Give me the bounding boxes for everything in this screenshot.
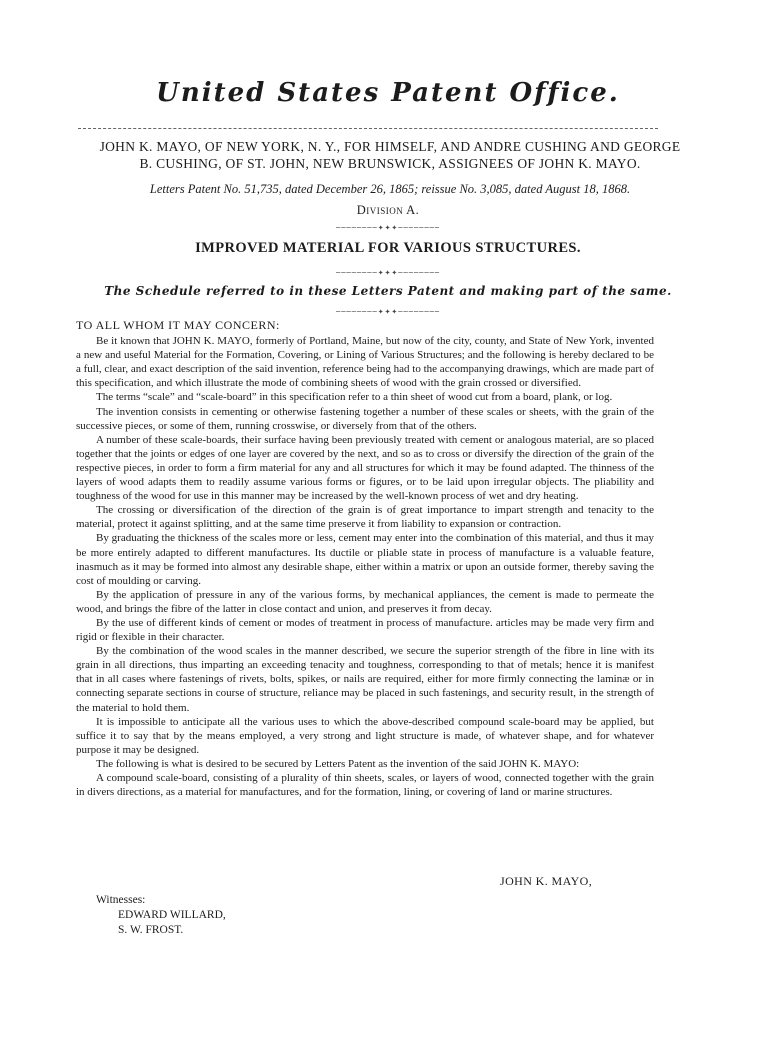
- inventor-signature: JOHN K. MAYO,: [500, 874, 593, 888]
- paragraph: The invention consists in cementing or otherwise fastening together a number of these scales or sheets, with the grain of the successive pieces, or some of them, running crosswise, or diversely from that of the others.: [76, 405, 654, 432]
- parties-line-2: B. CUSHING, OF ST. JOHN, NEW BRUNSWICK, ASSIGNEES OF JOHN K. MAYO.: [139, 156, 641, 171]
- letters-patent-line: Letters Patent No. 51,735, dated December 26, 1865; reissue No. 3,085, dated August 18, 1868.: [149, 182, 631, 196]
- paragraph: A number of these scale-boards, their surface having been previously treated with cement or analogous material, are so placed together that the joints or edges of one layer are covered by the next, and so as to cross or diversify the direction of the grain of the respective pieces, in order to form a firm material for any and all structures for which it may be found adapted. The thinness of the layers of wood adapts them to readily assume various forms or figures, or to be laid upon irregular objects. The pliability and toughness of the wood for use in this manner may be increased by the well-known process of wet and dry heating.: [76, 433, 654, 503]
- division-label: Division A.: [356, 203, 420, 217]
- parties-block: [60, 138, 720, 172]
- ornament-divider: ────────✦✦✦────────: [335, 224, 441, 232]
- paragraph: It is impossible to anticipate all the various uses to which the above-described compound scale-board may be applied, but suffice it to say that by the means employed, a very strong and light structure is made, of whatever shape, and for whatever purpose it may be designed.: [76, 715, 654, 756]
- specification-body: [76, 318, 654, 799]
- witness-name: EDWARD WILLARD,: [118, 909, 226, 921]
- ornament-divider: ────────✦✦✦────────: [335, 308, 441, 316]
- header-rule: [78, 128, 658, 129]
- schedule-line: The Schedule referred to in these Letters Patent and making part of the same.: [104, 284, 672, 298]
- paragraph: Be it known that JOHN K. MAYO, formerly of Portland, Maine, but now of the city, county, and State of New York, invented a new and useful Material for the Formation, Covering, or Lining of Various Structures; and the following is hereby declared to be a full, clear, and exact description of the said invention, reference being had to the accompanying drawings, which are made part of this specification, and which illustrate the mode of combining sheets of wood with the grain crossed or diversified.: [76, 335, 654, 390]
- paragraph: By the combination of the wood scales in the manner described, we secure the superior strength of the fibre in line with its grain in all directions, thus imparting an exceeding tenacity and toughness, corresponding to that of metals; hence it is manifest that in all cases where fastenings of rivets, bolts, spikes, or nails are required, either for more firmly connecting the laminæ or in connecting separate sections in course of structure, reliance may be placed in such fastenings, and security result, in the strength of the material to hold them.: [76, 645, 654, 714]
- office-title: United States Patent Office.: [156, 78, 620, 108]
- paragraph: By the use of different kinds of cement or modes of treatment in process of manufacture. articles may be made very firm and rigid or flexible in their character.: [76, 616, 654, 644]
- paragraph: The terms “scale” and “scale-board” in this specification refer to a thin sheet of wood cut from a board, plank, or log.: [96, 391, 613, 404]
- document-title: IMPROVED MATERIAL FOR VARIOUS STRUCTURES.: [195, 240, 581, 256]
- parties-line-1: JOHN K. MAYO, OF NEW YORK, N. Y., FOR HIMSELF, AND ANDRE CUSHING AND GEORGE: [99, 139, 681, 154]
- ornament-divider: ────────✦✦✦────────: [335, 269, 441, 277]
- witnesses-block: [96, 893, 226, 938]
- claim-paragraph: A compound scale-board, consisting of a plurality of thin sheets, scales, or layers of wood, connected together with the grain in divers directions, as a material for manufactures, and for the formation, lining, or covering of land or marine structures.: [76, 772, 654, 799]
- witness-name: S. W. FROST.: [118, 924, 184, 936]
- paragraph: By graduating the thickness of the scales more or less, cement may enter into the combination of this material, and thus it may be more entirely adapted to different manufactures. Its ductile or pliable state in process of manufacture is a valuable feature, inasmuch as it may be formed into almost any desirable shape, either within a matrix or upon an outside former, thereby saving the cost of moulding or carving.: [76, 532, 654, 587]
- paragraph: The crossing or diversification of the direction of the grain is of great importance to impart strength and tenacity to the material, protect it against splitting, and at the same time preserve it from liability to expansion or contraction.: [76, 504, 654, 531]
- witnesses-label: Witnesses:: [96, 894, 146, 906]
- salutation: TO ALL WHOM IT MAY CONCERN:: [76, 318, 280, 332]
- paragraph: By the application of pressure in any of the various forms, by mechanical appliances, the cement is made to permeate the wood, and brings the fibre of the latter in close contact and union, and preserves it from decay.: [76, 588, 654, 615]
- paragraph: The following is what is desired to be secured by Letters Patent as the invention of the said JOHN K. MAYO:: [96, 757, 580, 770]
